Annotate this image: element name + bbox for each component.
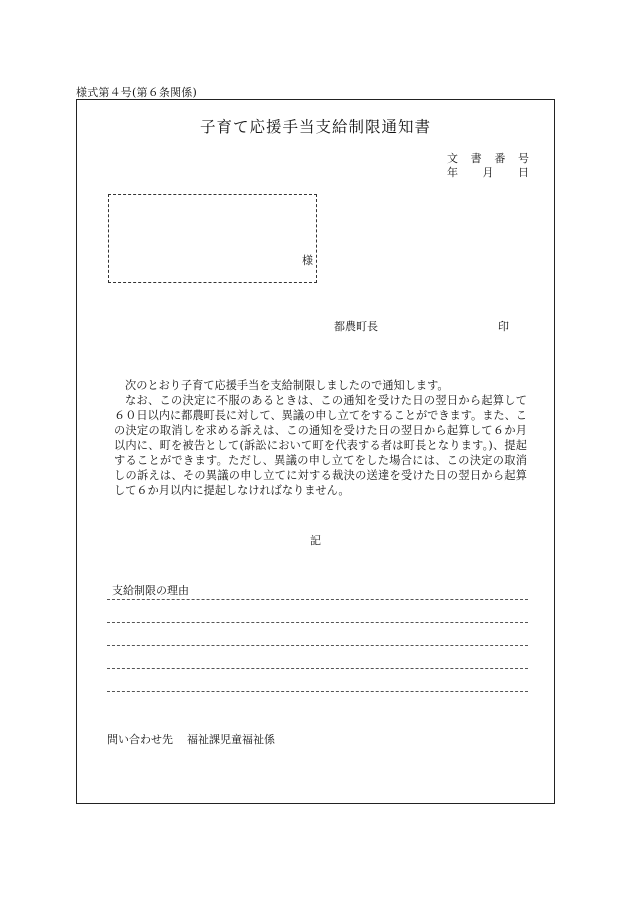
notice-body xyxy=(114,378,527,498)
date-month-char: 月 xyxy=(482,166,494,179)
contact-label: 問い合わせ先 xyxy=(107,733,173,746)
recipient-address-box xyxy=(108,194,317,283)
reason-line xyxy=(107,668,528,669)
contact-info xyxy=(107,731,275,747)
form-number: 様式第４号(第６条関係) xyxy=(76,86,197,99)
seal-mark: 印 xyxy=(498,320,509,333)
reason-line xyxy=(107,622,528,623)
contact-value: 福祉課児童福祉係 xyxy=(187,733,275,746)
ki-heading: 記 xyxy=(310,534,321,547)
date-day-char: 日 xyxy=(518,166,529,179)
date-year-char: 年 xyxy=(447,166,458,179)
reason-label: 支給制限の理由 xyxy=(112,584,189,597)
reason-line xyxy=(107,691,528,692)
document-number-char: 文 xyxy=(447,152,458,165)
honorific: 様 xyxy=(302,254,313,267)
document-number-char: 書 xyxy=(470,152,482,165)
document-frame xyxy=(76,99,555,804)
notice-paragraph: 次のとおり子育て応援手当を支給制限しましたので通知します。 xyxy=(125,379,449,392)
signatory: 都農町長 xyxy=(334,320,378,333)
notice-paragraph: なお、この決定に不服のあるときは、この通知を受けた日の翌日から起算して６０日以内に都農町長に対して、異議の申し立てをすることができます。また、この決定の取消しを求める訴えは、この通知を受けた日の翌日から起算して６か月以内に、町を被告として(訴訟において町を代表する者は町長となります。)、提起することができます。ただし、異議の申し立てをした場合には、この決定の取消しの訴えは、その異議の申し立てに対する裁決の送達を受けた日の翌日から起算して６か月以内に提起しなければなりません。 xyxy=(114,394,527,497)
document-title: 子育て応援手当支給制限通知書 xyxy=(199,118,431,136)
document-number-char: 番 xyxy=(494,152,506,165)
document-number-row xyxy=(447,152,529,166)
reason-line xyxy=(107,645,528,646)
document-number-char: 号 xyxy=(517,152,529,165)
reason-line xyxy=(107,599,528,600)
date-row xyxy=(447,166,529,180)
